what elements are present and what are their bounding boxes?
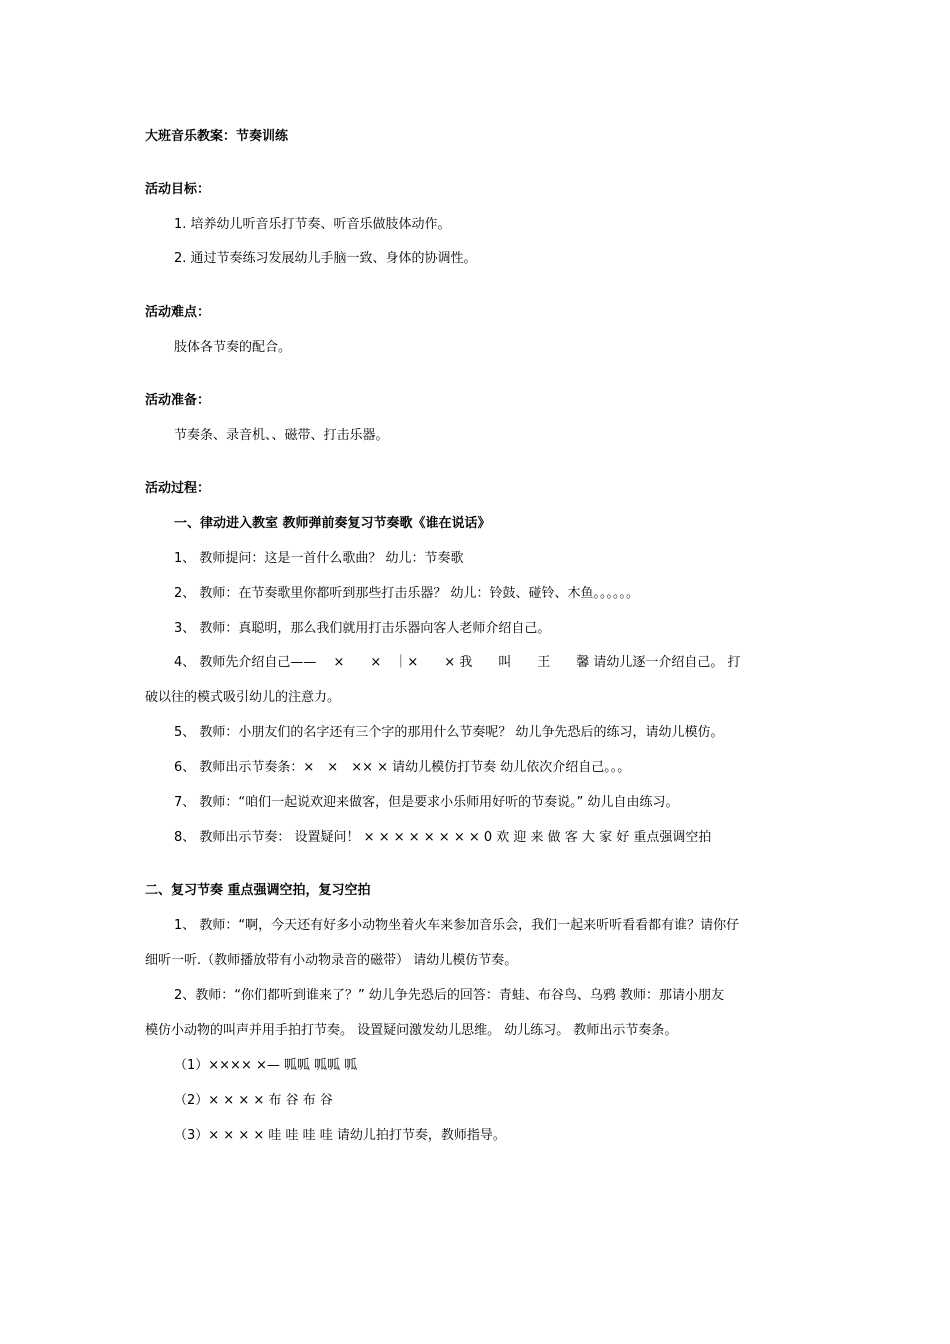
part1-step: 4、 教师先介绍自己—— × × ｜× × 我 叫 王 馨 请幼儿逐一介绍自己。 打	[174, 655, 741, 670]
part1-step: 3、 教师：真聪明，那么我们就用打击乐器向客人老师介绍自己。	[174, 621, 551, 636]
document-title: 大班音乐教案：节奏训练	[145, 129, 289, 144]
difficulty-heading: 活动难点：	[145, 305, 211, 320]
part1-heading: 一、律动进入教室 教师弹前奏复习节奏歌《谁在说话》	[174, 516, 491, 531]
prep-text: 节奏条、录音机、、磁带、打击乐器。	[174, 428, 389, 443]
part1-step-continued: 破以往的模式吸引幼儿的注意力。	[145, 690, 341, 705]
part2-heading: 二、复习节奏 重点强调空拍，复习空拍	[145, 883, 371, 898]
part2-paragraph-line: 2、教师：“你们都听到谁来了？” 幼儿争先恐后的回答：青蛙、布谷鸟、乌鸦 教师：那请小朋友	[174, 988, 725, 1003]
part1-step: 1、 教师提问：这是一首什么歌曲？ 幼儿：节奏歌	[174, 551, 464, 566]
difficulty-text: 肢体各节奏的配合。	[174, 340, 292, 355]
part1-step: 5、 教师：小朋友们的名字还有三个字的那用什么节奏呢？ 幼儿争先恐后的练习，请幼儿模仿。	[174, 725, 724, 740]
rhythm-item: （3）× × × × 哇 哇 哇 哇 请幼儿拍打节奏，教师指导。	[174, 1128, 506, 1143]
rhythm-item: （1）×××× ×— 呱呱 呱呱 呱	[174, 1058, 358, 1073]
part2-paragraph-line: 细听一听.（教师播放带有小动物录音的磁带） 请幼儿模仿节奏。	[145, 953, 518, 968]
goals-heading: 活动目标：	[145, 182, 211, 197]
process-heading: 活动过程：	[145, 481, 211, 496]
part1-step: 6、 教师出示节奏条：× × ×× × 请幼儿模仿打节奏 幼儿依次介绍自己。。。	[174, 760, 631, 775]
part1-step: 2、 教师：在节奏歌里你都听到那些打击乐器？ 幼儿：铃鼓、碰铃、木鱼。。。。。。	[174, 586, 640, 601]
goal-item: 2. 通过节奏练习发展幼儿手脑一致、身体的协调性。	[174, 251, 477, 266]
part2-paragraph-line: 1、 教师：“啊，今天还有好多小动物坐着火车来参加音乐会，我们一起来听听看看都有谁？请你仔	[174, 918, 740, 933]
part2-paragraph-line: 模仿小动物的叫声并用手拍打节奏。 设置疑问激发幼儿思维。 幼儿练习。 教师出示节奏条。	[145, 1023, 678, 1038]
rhythm-item: （2）× × × × 布 谷 布 谷	[174, 1093, 333, 1108]
goal-item: 1. 培养幼儿听音乐打节奏、听音乐做肢体动作。	[174, 217, 451, 232]
prep-heading: 活动准备：	[145, 393, 211, 408]
part1-step: 8、 教师出示节奏： 设置疑问！ × × × × × × × × 0 欢 迎 来 做 客 大 家 好 重点强调空拍	[174, 830, 712, 845]
part1-step: 7、 教师：“咱们一起说欢迎来做客，但是要求小乐师用好听的节奏说。” 幼儿自由练习。	[174, 795, 679, 810]
